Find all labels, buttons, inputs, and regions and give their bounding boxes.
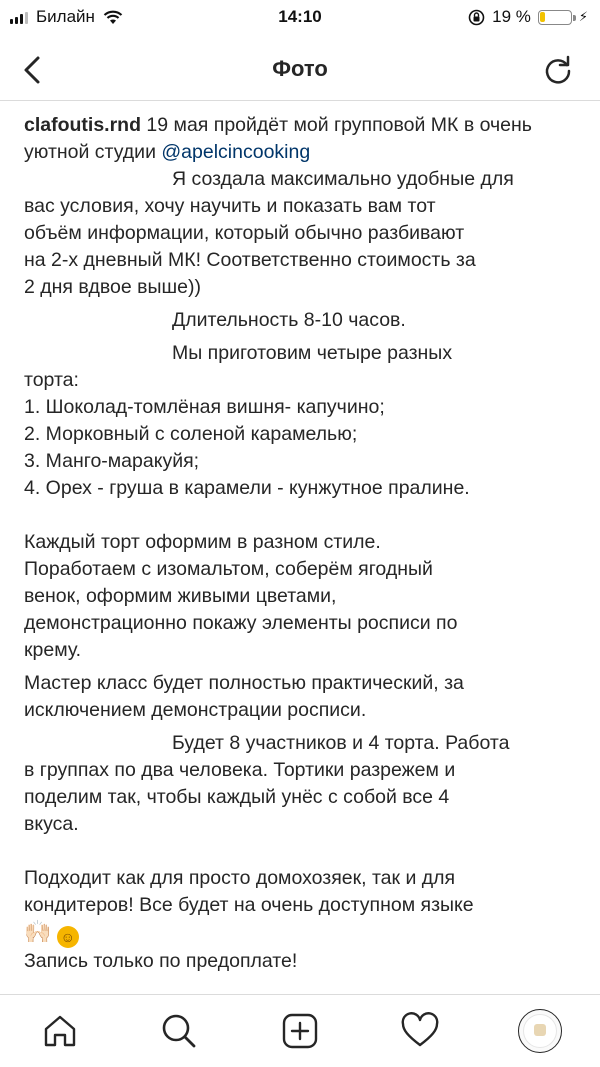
caption-line: на 2-х дневный МК! Соответственно стоимость за (24, 249, 476, 271)
battery-fill (540, 12, 545, 22)
caption-intro-text: 19 мая пройдёт мой групповой МК в очень уютной студии (24, 114, 532, 163)
username-link[interactable]: clafoutis.rnd (24, 114, 142, 136)
mention-link[interactable]: @apelcincooking (161, 141, 311, 163)
caption-line: венок, оформим живыми цветами, (24, 585, 337, 607)
heart-icon (398, 1009, 442, 1053)
battery-icon (538, 10, 572, 25)
status-bar (0, 0, 600, 36)
caption-line: исключением демонстрации росписи. (24, 699, 367, 721)
cake-list-item: 3. Манго-маракуйя; (24, 450, 200, 472)
caption-line: Будет 8 участников и 4 торта. Работа (172, 732, 510, 754)
caption-duration: Длительность 8-10 часов. (172, 309, 406, 331)
tab-home[interactable] (38, 1009, 82, 1053)
caption-line: 2 дня вдвое выше)) (24, 276, 202, 298)
smiling-face-emoji: ☺ (57, 926, 79, 948)
caption-line: поделим так, чтобы каждый унёс с собой все 4 (24, 786, 450, 808)
caption-line: вас условия, хочу научить и показать вам тот (24, 195, 436, 217)
emoji-line (24, 919, 580, 948)
caption-line: торта: (24, 369, 79, 391)
status-right (468, 7, 588, 27)
caption-line: Мастер класс будет полностью практический, за (24, 672, 464, 694)
tab-search[interactable] (157, 1009, 201, 1053)
cake-list-item: 2. Морковный с соленой карамелью; (24, 423, 358, 445)
caption-line: Подходит как для просто домохозяек, так и для (24, 867, 456, 889)
cake-list-item: 1. Шоколад-томлёная вишня- капучино; (24, 396, 385, 418)
search-icon (157, 1009, 201, 1053)
add-post-icon (278, 1009, 322, 1053)
caption-line: Каждый торт оформим в разном стиле. (24, 531, 381, 553)
status-time: 14:10 (278, 7, 322, 26)
charging-icon: ⚡ (578, 9, 588, 24)
caption-intro (24, 112, 580, 166)
cake-list-item: 4. Орех - груша в карамели - кунжутное пралине. (24, 477, 470, 499)
tab-add-post[interactable] (278, 1009, 322, 1053)
post-caption (24, 112, 580, 975)
page-title: Фото (272, 56, 328, 81)
tab-profile[interactable] (518, 1009, 562, 1053)
caption-line: Я создала максимально удобные для (172, 168, 514, 190)
caption-line: вкуса. (24, 813, 79, 835)
orientation-lock-icon (468, 9, 485, 26)
nav-bar (0, 40, 600, 101)
caption-line: Поработаем с изомальтом, соберём ягодный (24, 558, 433, 580)
caption-signup: Запись только по предоплате! (24, 950, 298, 972)
raised-hands-emoji: 🙌🏻 (24, 920, 52, 945)
refresh-button[interactable] (540, 52, 576, 88)
bottom-tab-bar (0, 994, 600, 1067)
caption-line: демонстрационно покажу элементы росписи по (24, 612, 458, 634)
caption-line: объём информации, который обычно разбивают (24, 222, 465, 244)
caption-line: кондитеров! Все будет на очень доступном языке (24, 894, 474, 916)
caption-line: Мы приготовим четыре разных (172, 342, 453, 364)
home-icon (38, 1009, 82, 1053)
tab-activity[interactable] (398, 1009, 442, 1053)
caption-line: крему. (24, 639, 82, 661)
carrier-name: Билайн (36, 7, 95, 26)
profile-avatar (518, 1009, 562, 1053)
caption-line: в группах по два человека. Тортики разрежем и (24, 759, 456, 781)
battery-percent: 19 % (492, 7, 531, 26)
